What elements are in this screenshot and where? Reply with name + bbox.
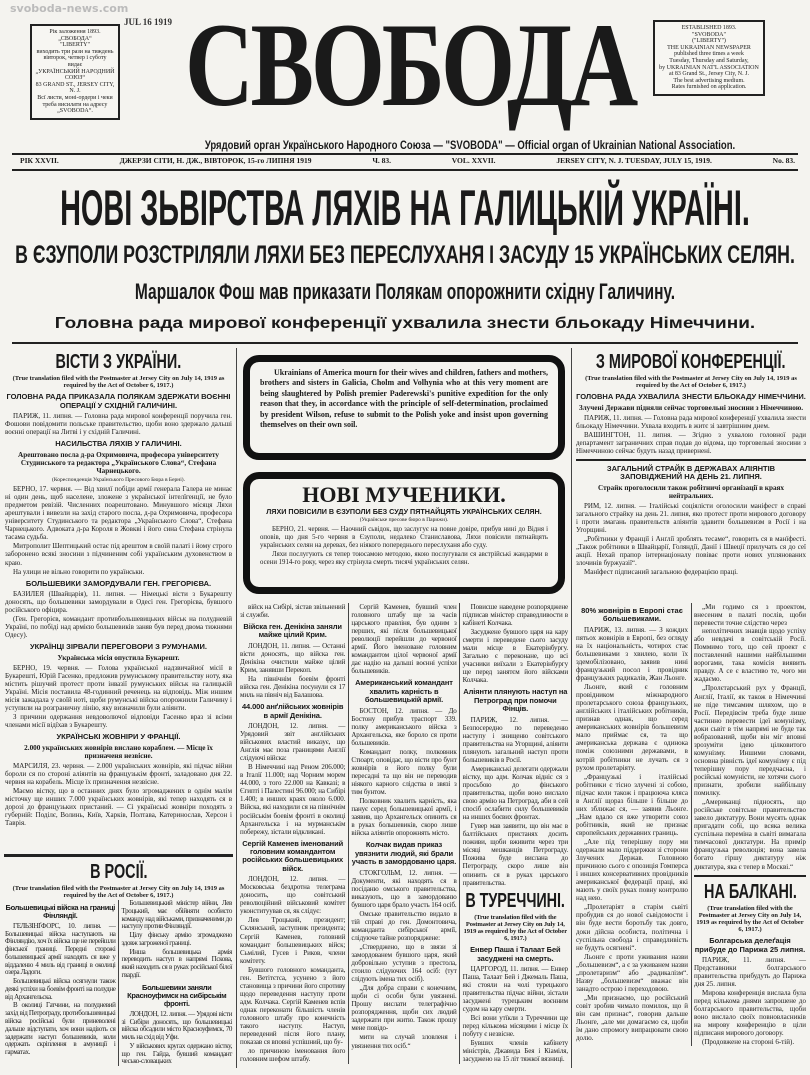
article-paragraph: БЕРНО, 17. червня. — Від хвилї побіди армії генерала Галера не минає ні один день, щоб населене, зложене з української інтелїгенції, не було предметом ревізій. Численних поарештовано. Минувшого місяця Ляхи арештували і вивезли на захід старого посла, д-ра Охримовича, професора університету Студинського та редактора „Українського Слова“, Стефана Чарнецького. Адвоката д-ра Короля в Жовкві і його сина Стефана стрінула тасама судьба. [5,485,232,542]
article-paragraph: Инша большевицька армія переводить наступ в напрямі Пскова, який находить ся в руках російської білої гвардії. [121,947,232,979]
ear-left-line: вівторок, четвер і суботу [43,55,107,62]
article-paragraph: БАЗИЛЕЯ (Швайцарія), 11. липня. — Німецькі вісти з Букарешту доносять, що большевики замордували в Одесі ген. Грегорієва, бувшого російського офіцира. [5,590,232,615]
article-heading: НАСИЛЬСТВА ЛЯХІВ У ГАЛИЧИНІ. [55,439,182,449]
article-heading: 80% жовнірів в Европі стає большевиками. [581,606,683,624]
article [240,840,345,1047]
dateline-item: Ч. 83. [372,156,391,165]
section-heading [463,890,568,912]
article [240,703,345,835]
article-paragraph: Всі вони утїкли з Туреччини ще перед кількома місяцями і місце їх побуту є незвісне. [462,1014,568,1039]
article-paragraph: „Американці підносять, що російське совітське правительство завело диктатуру. Вони мусять однак пригадати собі, що всяка велика суспільна переміна в сьвіті вимагала тимчасової диктатури. На примір французька революція; вона завела богато гіршу диктатуру ніж диктатура, яка є тепер в Москві.“ [694,798,806,871]
article-paragraph: Американські делегати одержали вістку, що адм. Колчак відніс ся з просьбою до фінського правительства, щоби воно вислало свою армію на Петроград, аби в сей спосіб ослабити силу большевиків на инших боєвих фронтах. [462,764,568,822]
dateline-item: ДЖЕРЗИ СІТИ, Н. ДЖ., ВІВТОРОК, 15-го ЛИПНЯ 1919 [119,156,312,165]
article-paragraph: Омське правительство видало в тій справі до ген. Домонтовича, команданта сибірської армії, слідуюче тайне розпоряджене: [351,909,457,942]
article-paragraph: „Але під теперішну пору ми одержали мало піддержки зі сторони Злучених Держав. Головною причиною сього є опозиція Гомперса і инших консервативних провідників американської федерації праці, які мають у своїх руках повну контролю над нею. [576,838,688,903]
article-heading: Аліянти плянують наступ на Петроград при помочи Фінців. [463,687,568,714]
dateline-item: VOL. XXVII. [451,156,496,165]
article-paragraph: З причини одержання невдоволючої відповіди Гасенко враз зі всіми членами місії відїхав з Букарешту. [5,713,232,730]
article [5,643,232,729]
article-paragraph: На улици не вільно говорити по українськи. [13,567,145,576]
article-paragraph: „Ми признаємо, що російський совіт зробив чимало помилок, що й він сам признає“, говорив дальше Льонґе, „але ми домагаємо ся, щоби їм дано спромогу випрацювати свою долю. [576,993,688,1043]
article-paragraph: РИМ, 12. липня. — Італійські соціялісти оголосили маніфест в справі загального страйку на день 21. липня, яко протест проти мирового договору і проти змагань правительств аліянтів здавити большевизм в Росії і на Угорщині. [576,501,806,535]
article-source: (Кореспонденція Українського Пресового Бюра в Берні). [52,476,185,483]
article-paragraph: МАРСИЛЯ, 23. червня. — 2.000 українських жовнірів, які підчас війни бороли ся по стороні аліянтів на французькім фронті, заладовано дня 22. червня на корабель. Місце їх призначення незвісне. [5,761,232,786]
article [694,875,806,1047]
article-divider [576,459,806,461]
article-paragraph: Гувер мав заявити, що він має в балтійських пристанях досить поживи, щоби вживити через три місяці мешканців Петрограду. Пожива буде вислана до Петрограду, скоро лише він опинить ся в руках царського правительства. [462,822,568,887]
article-paragraph: Большевицькі війска осягнули також деякі успіхи на боевім фронті на полудне від Архангельска. [5,977,116,1001]
section-heading-text: З МИРОВОЇ КОНФЕРЕНЦІЇ. [596,351,786,373]
article-paragraph: „Французькі і італійські робітники є тісно злучені зі собою, підчас коли також і працююча кляса в Анґлії щораз більше і більше до них зближає ся, — заявив Льонґе. „Нам вдало ся вже утворити союз робітників, який не признає європейських державних границь. [576,772,688,837]
article-heading: УКРАЇНЦІ ЗІРВАЛИ ПЕРЕГОВОРИ З РУМУНАМИ. [30,642,207,652]
headline-sub-3: Головна рада мирової конференції ухвалила знести бльокаду Німеччини. [54,315,756,332]
ear-right-line: ("LIBERTY") [692,38,726,45]
ear-left-line: „УКРАЇНСЬКИЙ НАРОДНИЙ СОЮЗ“ [35,68,115,82]
article-paragraph: „Для добра справи є конечним, щоби сі особи були увязнені. Прошу вислати телеграфічно розпорядження, щоби сих людий задержати при житю. Також прошу мене повідо- [351,984,457,1033]
translation-note: (True translation filed with the Postmaster at Jersey City on July 14, 1919 as required by the Act of October 6, 1917.) [463,913,568,943]
article-paragraph: В околиці Гатчини, на полудневий захід від Петрограду, протибольшевицькі війска російські були приневолені дальше відступати, хоч вони надіють ся задержати наступ большевиків, коли одержать скріплення в амуниції і гарматах. [5,1001,116,1057]
article [694,627,806,870]
ear-right-line: published three times a week [674,51,744,58]
translation-note: (True translation filed with the Postmaster at Jersey City on July 14, 1919 as required by the Act of October 6, 1917.) [12,885,225,900]
mourning-notice-box [243,355,565,460]
article-paragraph: неполітичних знавців щодо успіху або невдачі в совітській Росії. Поммимо того, що сей проект є поставлений нашими найбільшими ворогами, така комісія виявить правду. А се є властиво те, чого ми жадаємо. [694,627,806,684]
mourning-notice-text: Ukrainians of America mourn for their wives and children, fathers and mothers, brothers and sisters in Galicia, Cholm and Volhynia who at this very moment are being slaughtered by Polish premier Paderewski's punitive expedition for the only reason that they, in accordance with the principle of self-determination, proclaimed by president Wilson, refuse to submit to the Polish yoke and insist upon governing themselves on their own soil. [260,368,548,429]
masthead-ear-left [30,24,120,120]
article [240,623,345,699]
article-divider [694,875,806,877]
section-heading-text: НА БАЛКАНІ. [703,880,797,903]
section-heading-text: В ТУРЕЧЧИНІ. [465,889,566,912]
column-right-top [573,348,809,577]
section-heading [5,351,232,373]
article-paragraph: ПАРИЖ, 11. липня. — Головна рада мирової конференції ухвалила знести бльокаду Німеччини. Ухвала входить в житє зі завтрішним днем. [576,413,807,430]
article-paragraph: ло причиною іменовання його головним шефом штабу. [240,1047,346,1064]
article-paragraph: Мирова конференція вислала була перед кількома днями запрошене до болгарського правительства, щоби воно вислало своїх повновласників на мирову конференцію в ціли підписаня мирового договору. [694,989,806,1038]
article-subheading: 2.000 українських жовнірів вислано кораблем. — Місце їх призначеня незвісне. [24,743,213,760]
article-heading: Большевицькі війска на границі Фінляндії. [5,903,115,921]
dateline-item: РІК XXVII. [20,156,59,165]
article-paragraph: Митрополит Шептицький остає під арештом в своїй палаті і йому строго заборонено всякі зносини з підчиненим собі українським духовенством в краю. [5,542,232,567]
article-paragraph: В Німеччині над Реном 206.000; в Італії 11.000; над Чорним морем 44.000, з того 22.000 на Кавказі; в Єгипті і Палестині 96.000; на Сибірі 1.400; в инших краях около 6.000. Війска, які находили ся на північнім російськім боевім фронті в околиці Архангельска і на мурманськім побережу, зістали відкликані. [240,763,346,836]
article-paragraph: На північнім боевім фронті війска ген. Денікіна посунули ся 17 миль на північ від Балашова. [240,675,346,700]
ear-right-line: Tuesday, Thursday and Saturday, [669,57,749,64]
translation-note: (True translation filed with the Postmaster at Jersey City on July 14, 1919 as required by the Act of October 6, 1917.) [585,375,797,390]
article-paragraph: Льонґе, який є головним провідником міжнародного пролетарського союза французьких, анґлійських і італійських робітників, признав однак, що серед американських жовнірів большевизм мало приймає ся, та що американська держава є одинока поміж союзними державами, в котрій робітники не лучать ся з рухом пролетаріяту. [576,683,688,772]
article-heading: Болгарська делеґація прибуде до Парижа 25 липня. [694,936,806,954]
section-heading-text: В РОСІЇ. [89,861,148,883]
article-paragraph: мити на случай зловленя і увязнення тих осіб.“ [351,1033,457,1050]
translation-note: (True translation filed with the Postmaster at Jersey City on July 14, 1919 as required by the Act of October 6, 1917.) [12,375,225,390]
article-paragraph: „Пролєтарський рух у Франції, Анґлії, Італії, як також в Німеччині не піде тимсамим шляхом, що в Росії. Передівсім треба буде лише частинно перевести ідеї комунізму, доки сьвіт в тім напрямі не буде так вобразований, щоби він міг вповні зрозуміти ідею цілковитого комунізму. Иншими словами, основна рівність ідеї комунізму є під теперішну пору передчасна, і російські комуністи, не хотячи сього признати, зробили найбільшу помилку. [694,684,806,798]
martyrs-source: (Українське пресове бюро в Парижи). [359,517,449,524]
article-paragraph: (Продовжене на стороні 6-тій). [702,1038,795,1047]
article-heading: 44.000 анґлійських жовнірів в армії Денікіна. [241,702,344,720]
article-heading: ГОЛОВНА РАДА УХВАЛИЛА ЗНЕСТИ БЛЬОКАДУ НІМЕЧЧИНИ. [576,392,806,402]
article-paragraph: ПАРИЖ, 12. липня. — Безпосередно по переведеню наступу і знищеню совітського правительства на Угорщині, аліянти плянують загальний наступ проти большевиків в Росії. [462,715,568,764]
article [463,688,568,886]
ear-left-line: Рік заложення 1893. [49,29,101,35]
article-paragraph: ПАРИЖ, 11. липня. — Головна рада мирової конференції поручила ген. Фошови повідомити польське правительство, щоби воно здержало дальші воєнні операції на Литві і у східній Галичині. [5,412,232,437]
headline-sub-2: Маршалок Фош мав приказати Полякам опорожнити східну Галичину. [134,279,676,304]
article-paragraph: Сергій Каменев, бувший член головного штабу ще за часів царського правліня, був одним з перших, які після большевицької революції перейшли до червоної армії. Його іменоване головним командантом цілої червоної армії дає надію на дальші воєнні успіхи большевиків. [351,603,457,676]
ear-left-line: Всї листи, моні-ордери і чеки треба висилати на адресу „SVOBODA“. [37,94,113,115]
article-paragraph: Бувших членів кабінету міністрів, Джавида Бея і Кіаміля, засуджено на 15 літ тяжкої вязниці. [462,1039,568,1064]
article-heading: Війска ген. Денікіна заняли майже цілий Крим. [243,622,342,640]
article-paragraph: Бувшого головного команданта, ген. Ветітєтса, усунено з його становища з причини його спротиву щодо переведення наступу проти адм. Колчака. Сергій Каменев вспів однак переконати більшість членів головного штабу про конечність такого наступу. Наступ, переведений після його плану, показав ся вповні успішний, що бу- [240,965,346,1047]
masthead-rule-top [12,153,798,155]
dateline [20,157,795,165]
article-heading: Сергій Каменев іменований головним командантом російських большевицьких війск. [242,838,344,873]
article-heading: УКРАЇНСЬКІ ЖОВНІРИ У ФРАНЦІЇ. [56,732,181,742]
ear-left-line: "LIBERTY" [60,42,90,49]
article [122,900,233,980]
ear-right-line: ESTABLISHED 1893. [681,25,737,31]
article-paragraph: БЕРНО, 19. червня. — Голова української надзвичайної місії в Букарешті, Юрій Гасенко, предложив румунському правительству ноту, яка містить рішучий протест проти інвазії румунських військ на галицькій Україні. Місія поставила 48-годинний реченець на відповідь. Між иншим місія зажадала у своїй ноті, щоби румунські війска опорожнили Галичину і уступили на розграничну лінію, яку визначили були аліянти. [5,663,232,712]
article [576,351,806,455]
article [351,841,456,1032]
column-divider [236,348,237,1068]
ear-left-line: 83 GRAND ST., JERSEY CITY, N. J. [35,81,115,95]
article-paragraph: Повисше наведене розпоряджене підписав міністер справедливости в кабінеті Колчака. [462,603,568,628]
article-paragraph: ВАШИНГТОН, 11. липня. — Згідно з ухвалою головної ради департамент заграничних справ подав до відома, що торговельні зносини з Німеччиною сейчас будуть назад привернені. [576,430,806,455]
headline-rule [12,342,798,344]
ear-left-line: виходить три рази на тиждень [36,48,114,55]
article-paragraph: війск на Сибірі, зістав звільнений зі служби. [240,603,346,620]
main-headline: НОВІ ЗЬВІРСТВА ЛЯХІВ НА ГАЛИЦЬКІЙ УКРАЇНІ. [60,180,750,236]
article-heading: Большевики заняли Красноуфимск на сибірськім фронті. [127,982,227,1009]
headline-sub-1: В ЄЗУПОЛИ РОЗСТРІЛЯЛИ ЛЯХИ БЕЗ ПЕРЕСЛУХАНЯ І ЗАСУДУ 15 УКРАЇНСЬКИХ СЕЛЯН. [15,241,795,269]
section-heading [5,861,232,883]
martyrs-title: НОВІ МУЧЕНИКИ. [302,482,506,507]
article-subheading: Страйк проголосили також робітничі організації в краях нейтральних. [597,483,785,500]
article-paragraph: Маємо вістку, що в останних днях було згромаджених в однім малім місточку ще инших 7.000 українських жовнірів, які тепер находять ся в дорозі до французьких пристаний. — Сі українські жовніри походять з губерній: Поділє, Волинь, Київ, Харків, Полтава, Катеринослав, Херсон і Таврія. [5,786,232,827]
column-left-top [2,348,235,828]
article-subheading: Злучені Держави підняли сейчас торговельні зносини з Німеччиною. [578,403,804,412]
section-heading [694,881,806,903]
article-paragraph: ЛОНДОН, 11. липня. — Останні вісти доносять, що війска ген. Денікіна очистили майже цілий Крим, занявши Перекоп. [240,641,346,675]
article-heading: ГОЛОВНА РАДА ПРИКАЗАЛА ПОЛЯКАМ ЗДЕРЖАТИ ВОЄННІ ОПЕРАЦІЇ У СХІДНІЙ ГАЛИЧИНІ. [6,392,231,410]
article-paragraph: „Стверджено, що в звязи зі замордованем бувшого царя, який добровільно уступив з престола, стоило слідуючих 164 осіб: (тут слідують імена тих осіб). [351,942,457,984]
masthead-ear-right [653,20,765,96]
article-heading: Енвер Паша і Талаат Бей засуджені на смерть. [470,945,561,963]
dateline-item: JERSEY CITY, N. J. TUESDAY, JULY 15, 1919. [556,156,712,165]
article-paragraph: ГЕЛЬЗІНҐФОРС, 10. липня. — Большевицькі війска наступають на Фінляндію, хоч їх війска ще не перейшли фінської границі. Передні сторожі большевицької армії находять ся вже у віддаленю 4 миль від границі в околиці озера Ладоги. [5,921,116,977]
article-paragraph: БОСТОН, 12. липня. — До Бостону прибув траспорт 339. полку американського війска з Архангельска, яке бороло ся проти большевиків. [351,706,457,747]
center-lower-columns [237,603,571,1064]
article-paragraph: Льонґе є проти уживания назви „большевизм“, а є за уживанем назви „пролетаризм“ або „радикалізм“. Назву „большевизм“ вважає він занадто острою і переходовою. [576,952,688,993]
newspaper-title: СВОБОДА [184,0,636,131]
russia-section-header [2,858,235,901]
article-heading: Колчак видав приказ увязнити людий, які брали участь в замордованю царя. [351,840,457,867]
article [576,459,806,576]
ear-left-line: „СВОБОДА“ [58,35,92,42]
article-paragraph: ПАРИЖ, 13. липня. — З кождих пятьох жовнірів в Европі, без огляду на їх національність, чотирох стає большевиками з хвилею, коли їх здемобілізовано, заявив нині французький посол і провідник французьких радикалів, Жан Льонґе. [576,625,688,683]
ear-right-line: Rates furnished on application. [671,84,747,91]
received-stamp: JUL 16 1919 [124,17,173,27]
ear-right-line: by UKRAINIAN NAT'L ASSOCIATION [659,64,759,71]
article-paragraph: (Ген. Грегорієв, командант противбольшевицьких військ на полудневій Україні, по побіді над армією большевиків заняв був перед двома тижнями Одесу). [5,615,232,640]
watermark: svoboda-news.com [10,2,129,15]
article [5,351,232,436]
article-paragraph: „Пролетаріят в старім сьвіті пробудив ся до нової сьвідомости і він буде вести боротьбу так довго, доки дійсна особиста, політична і суспільна свобода і справедливість не будуть осягнені“. [576,903,688,952]
article-paragraph: ЦАРГОРОД, 11. липня. — Енвер Паша, Талаат Бей і Джемаль Паша, які стояли на чолі турецького правительства підчас війни, зістали засуджені турецьким воєнним судом на кару смерти. [462,964,568,1014]
article [122,984,233,1067]
russia-columns [2,900,235,1066]
article-paragraph: ПАРИЖ, 11. липня. — Представники болгарського правительства прибудуть до Парижа дня 25. липня. [694,955,806,989]
article-paragraph: Командант полку, полковник Стюарт, оповідає, що вісти про бунт жовнірів в його полку були пересадні та що він не переводив ніякого карного слідства в звязі з тим бунтом. [351,747,457,797]
article-paragraph: Полковник хвалить карність, яка панує серед большевицької армії, і заявив, що Архангельск опинить ся в руках большевиків, скоро лише війска аліянтів опорожнять місто. [351,797,457,838]
article-paragraph: СТОКГОЛЬМ, 12. липня. — Документи, які находять ся в посіданю омського правительства, виказують, що в замордованю бувшого царя брало участь 164 осіб. [351,868,457,909]
ear-right-line: The best advertising medium. [673,77,745,84]
tagline: Урядовий орган Українського Народного Союза — "SVOBODA" — Official organ of Ukrainian National Association. [204,138,736,152]
article-paragraph: У військових кругах одержано вістку, що ген. Гайда, бувший командант чесько-словацьких [121,1041,232,1066]
section-rule [4,854,233,857]
ear-right-line: THE UKRAINIAN NEWSPAPER [667,44,751,51]
translation-note: (True translation filed with the Postmaster at Jersey City on July 14, 1919 as required by the Act of October 6, 1917.) [696,904,804,933]
column-divider [571,348,572,1068]
article [5,580,232,640]
article-paragraph: Цілу фінську армію згромаджено здовж загроженої границі. [121,931,232,947]
masthead-rule-bottom [12,169,798,171]
article-paragraph: Большевицький міністер війни, Лев Троцький, має обійняти особисто команду над військами, призначеними до наступу против Фінляндії. [121,899,232,931]
section-heading-text: ВІСТИ З УКРАЇНИ. [55,351,182,373]
ear-left-line: видає [67,61,83,68]
article-heading: БОЛЬШЕВИКИ ЗАМОРДУВАЛИ ГЕН. ГРЕГОРІЄВА. [25,578,212,588]
ear-right-line: at 83 Grand St., Jersey City, N. J. [669,71,749,78]
article-paragraph: ЛОНДОН, 12. липня. — Московська бездротна телеграма доносить, що совітський революційний військовий комітет уконституував ся, як слідує: [240,875,346,916]
article [463,890,568,1064]
article-subheading: Арештовано посла д-ра Охримовича, професора університету Студинського та редактора „Українського Слова“, Стефана Чарнецького. [18,450,219,475]
article [240,603,345,619]
new-martyrs-box [243,472,565,594]
article-paragraph: Манїфест підписаний загальною федерацією праці. [584,568,738,577]
right-lower-columns [573,603,809,1046]
article-paragraph: Лев Троцький, президент; Склянський, заступник президента; Сергій Каменев, головний командант большевицьких війск; Сьмілий, Гусев і Риков, члени комітету. [240,916,346,965]
article [351,679,456,837]
article-paragraph: „Робітники у Франції і Анґлії зроблять тесаме“, говорить ся в манїфесті. „Також робітники в Швайцарії, Голяндії, Данії і Швеції прилучать ся до сеї акції. Нехай прапор інтернаціоналу повіває проти нових упляновaних злочинів буржуазії“. [576,535,806,568]
dateline-item: No. 83. [772,156,795,165]
martyrs-paragraph: Ляхи послугують ся тепер тоюсамою методою, якою послугували ся австрійські жандарми в осени 1914-го року, через яку стрінула смерть тисячі українських селян. [260,551,548,567]
article-paragraph: Засуджене бувшого царя на кару смерти і переведене сього засуду мали місце в Екатерінбургу. Загально є переконане, що всі учасники виїхали з Екатерінбургу ще перед занятєм його війсками Колчака. [462,628,568,685]
article-heading: Американський командант хвалить карність в большевицькій армії. [355,678,453,705]
martyrs-subtitle: ЛЯХИ ПОВІСИЛИ В ЄЗУПОЛИ БЕЗ СУДУ ПЯТНАЙЦЯТЬ УКРАЇНСЬКИХ СЕЛЯН. [266,507,542,517]
article-heading: ЗАГАЛЬНИЙ СТРАЙК В ДЕРЖАВАХ АЛІЯНТІВ ЗАПОВІДЖЕНИЙ НА ДЕНЬ 21. ЛИПНЯ. [606,463,776,482]
ear-right-line: "SVOBODA" [692,31,726,38]
article-paragraph: ЛОНДОН, 12. липня. — Урядові вісти зі Сибіри доносять, що большевицькі війска обсадили місто Красноуфимск, 70 миль на схід від Уфи. [121,1009,232,1042]
article-paragraph: „Ми годимо ся з проектом, внесеним в палаті послів, щоби перевести точне слідство через [694,603,806,628]
article [5,440,232,575]
section-heading [576,351,806,373]
article-paragraph: ЛОНДОН, 12. липня. — Урядовий звіт анґлійських військових властий виказує, що Анґлія має поза границями Анґлії слідуючі війска: [240,721,346,763]
article [5,904,116,1057]
article [5,733,232,827]
martyrs-paragraph: БЕРНО, 21. червня. — Наочний сьвідок, що заслугує на повне довіре, прибув нині до Відня і оповів, що дня 5-го червня в Єзуполи, недалеко Станиславова, Ляхи повісили пятнайцять українських селян на деревах, без ніякого попереднього переслуханя або суду. [260,525,548,549]
article-subheading: Українська місія опустила Букарешт. [57,653,180,662]
